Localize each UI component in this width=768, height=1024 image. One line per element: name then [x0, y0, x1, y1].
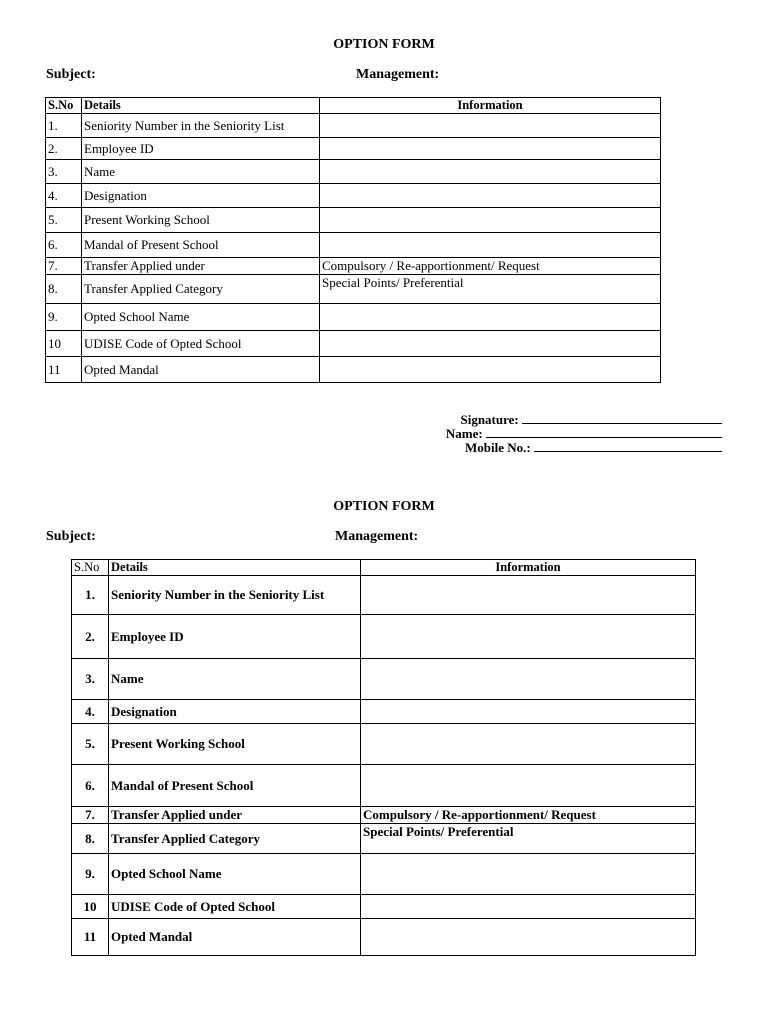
row-sno: 9.: [72, 854, 109, 895]
row-detail: Seniority Number in the Seniority List: [82, 114, 320, 138]
signature-label: Signature:: [460, 412, 519, 427]
signature-line[interactable]: [522, 412, 722, 424]
info-cell[interactable]: [361, 659, 696, 700]
table-row: [46, 275, 661, 304]
table-row: [46, 114, 661, 138]
form2-subject-label: Subject:: [46, 529, 96, 544]
row-detail: Seniority Number in the Seniority List: [109, 576, 361, 615]
header-details: Details: [109, 560, 361, 576]
form1-management-label: Management:: [356, 67, 440, 82]
table-row: [72, 615, 696, 659]
info-cell[interactable]: Special Points/ Preferential: [320, 275, 661, 304]
row-detail: Present Working School: [82, 208, 320, 233]
table-row: [46, 258, 661, 275]
row-sno: 7.: [46, 258, 82, 275]
row-sno: 9.: [46, 304, 82, 331]
table-row: [46, 331, 661, 357]
row-detail: Transfer Applied Category: [109, 824, 361, 854]
form2-table: [71, 559, 696, 956]
table-row: [72, 724, 696, 765]
row-detail: Transfer Applied Category: [82, 275, 320, 304]
row-detail: Name: [82, 160, 320, 184]
form2-title: OPTION FORM: [333, 499, 435, 514]
row-sno: 8.: [72, 824, 109, 854]
form1-subject-label: Subject:: [46, 67, 96, 82]
form2-management-label: Management:: [335, 529, 419, 544]
row-sno: 6.: [72, 765, 109, 807]
row-sno: 2.: [46, 138, 82, 160]
row-detail: Designation: [82, 184, 320, 208]
name-line[interactable]: [486, 426, 722, 438]
info-cell[interactable]: [320, 357, 661, 383]
row-sno: 5.: [46, 208, 82, 233]
table-row: [72, 824, 696, 854]
row-detail: UDISE Code of Opted School: [82, 331, 320, 357]
signature-field: [460, 412, 722, 427]
header-sno: S.No: [72, 560, 109, 576]
row-detail: UDISE Code of Opted School: [109, 895, 361, 919]
table-row: [46, 138, 661, 160]
row-sno: 8.: [46, 275, 82, 304]
row-detail: Opted Mandal: [82, 357, 320, 383]
info-cell[interactable]: [361, 615, 696, 659]
info-cell[interactable]: Compulsory / Re-apportionment/ Request: [361, 807, 696, 824]
row-detail: Mandal of Present School: [82, 233, 320, 258]
header-details: Details: [82, 98, 320, 114]
name-label: Name:: [445, 426, 483, 441]
row-detail: Name: [109, 659, 361, 700]
table-row: [46, 208, 661, 233]
table-row: [72, 807, 696, 824]
row-sno: 3.: [72, 659, 109, 700]
row-detail: Mandal of Present School: [109, 765, 361, 807]
row-detail: Transfer Applied under: [109, 807, 361, 824]
row-sno: 5.: [72, 724, 109, 765]
header-information: Information: [320, 98, 661, 114]
info-cell[interactable]: [361, 576, 696, 615]
table-row: [46, 304, 661, 331]
row-sno: 3.: [46, 160, 82, 184]
row-sno: 10: [72, 895, 109, 919]
info-cell[interactable]: [361, 895, 696, 919]
header-sno: S.No: [46, 98, 82, 114]
info-cell[interactable]: [361, 765, 696, 807]
row-sno: 2.: [72, 615, 109, 659]
mobile-line[interactable]: [534, 440, 722, 452]
mobile-field: [465, 440, 722, 455]
info-cell[interactable]: [361, 724, 696, 765]
form1-table: [45, 97, 661, 383]
row-sno: 4.: [72, 700, 109, 724]
row-detail: Employee ID: [109, 615, 361, 659]
row-detail: Opted School Name: [82, 304, 320, 331]
row-sno: 1.: [72, 576, 109, 615]
info-cell[interactable]: [320, 233, 661, 258]
table-row: [46, 160, 661, 184]
form1-title: OPTION FORM: [333, 37, 435, 52]
table-row: [46, 233, 661, 258]
table-row: [72, 659, 696, 700]
info-cell[interactable]: [320, 138, 661, 160]
info-cell[interactable]: [320, 331, 661, 357]
row-detail: Transfer Applied under: [82, 258, 320, 275]
row-sno: 11: [72, 919, 109, 956]
row-detail: Designation: [109, 700, 361, 724]
row-sno: 1.: [46, 114, 82, 138]
table-row: [72, 854, 696, 895]
row-detail: Present Working School: [109, 724, 361, 765]
row-detail: Opted School Name: [109, 854, 361, 895]
info-cell[interactable]: Compulsory / Re-apportionment/ Request: [320, 258, 661, 275]
info-cell[interactable]: [361, 919, 696, 956]
row-sno: 11: [46, 357, 82, 383]
row-sno: 7.: [72, 807, 109, 824]
info-cell[interactable]: [320, 304, 661, 331]
table-row: [72, 700, 696, 724]
table-row: [46, 184, 661, 208]
row-sno: 6.: [46, 233, 82, 258]
info-cell[interactable]: [361, 854, 696, 895]
info-cell[interactable]: [361, 700, 696, 724]
row-detail: Opted Mandal: [109, 919, 361, 956]
table-row: [46, 357, 661, 383]
info-cell[interactable]: [320, 160, 661, 184]
row-sno: 10: [46, 331, 82, 357]
info-cell[interactable]: [320, 208, 661, 233]
name-field: [446, 426, 722, 441]
table-row: [72, 919, 696, 956]
table-row: [72, 895, 696, 919]
info-cell[interactable]: Special Points/ Preferential: [361, 824, 696, 854]
header-information: Information: [361, 560, 696, 576]
table-row: [72, 765, 696, 807]
row-sno: 4.: [46, 184, 82, 208]
mobile-label: Mobile No.:: [465, 440, 531, 455]
table-row: [72, 576, 696, 615]
info-cell[interactable]: [320, 114, 661, 138]
info-cell[interactable]: [320, 184, 661, 208]
row-detail: Employee ID: [82, 138, 320, 160]
